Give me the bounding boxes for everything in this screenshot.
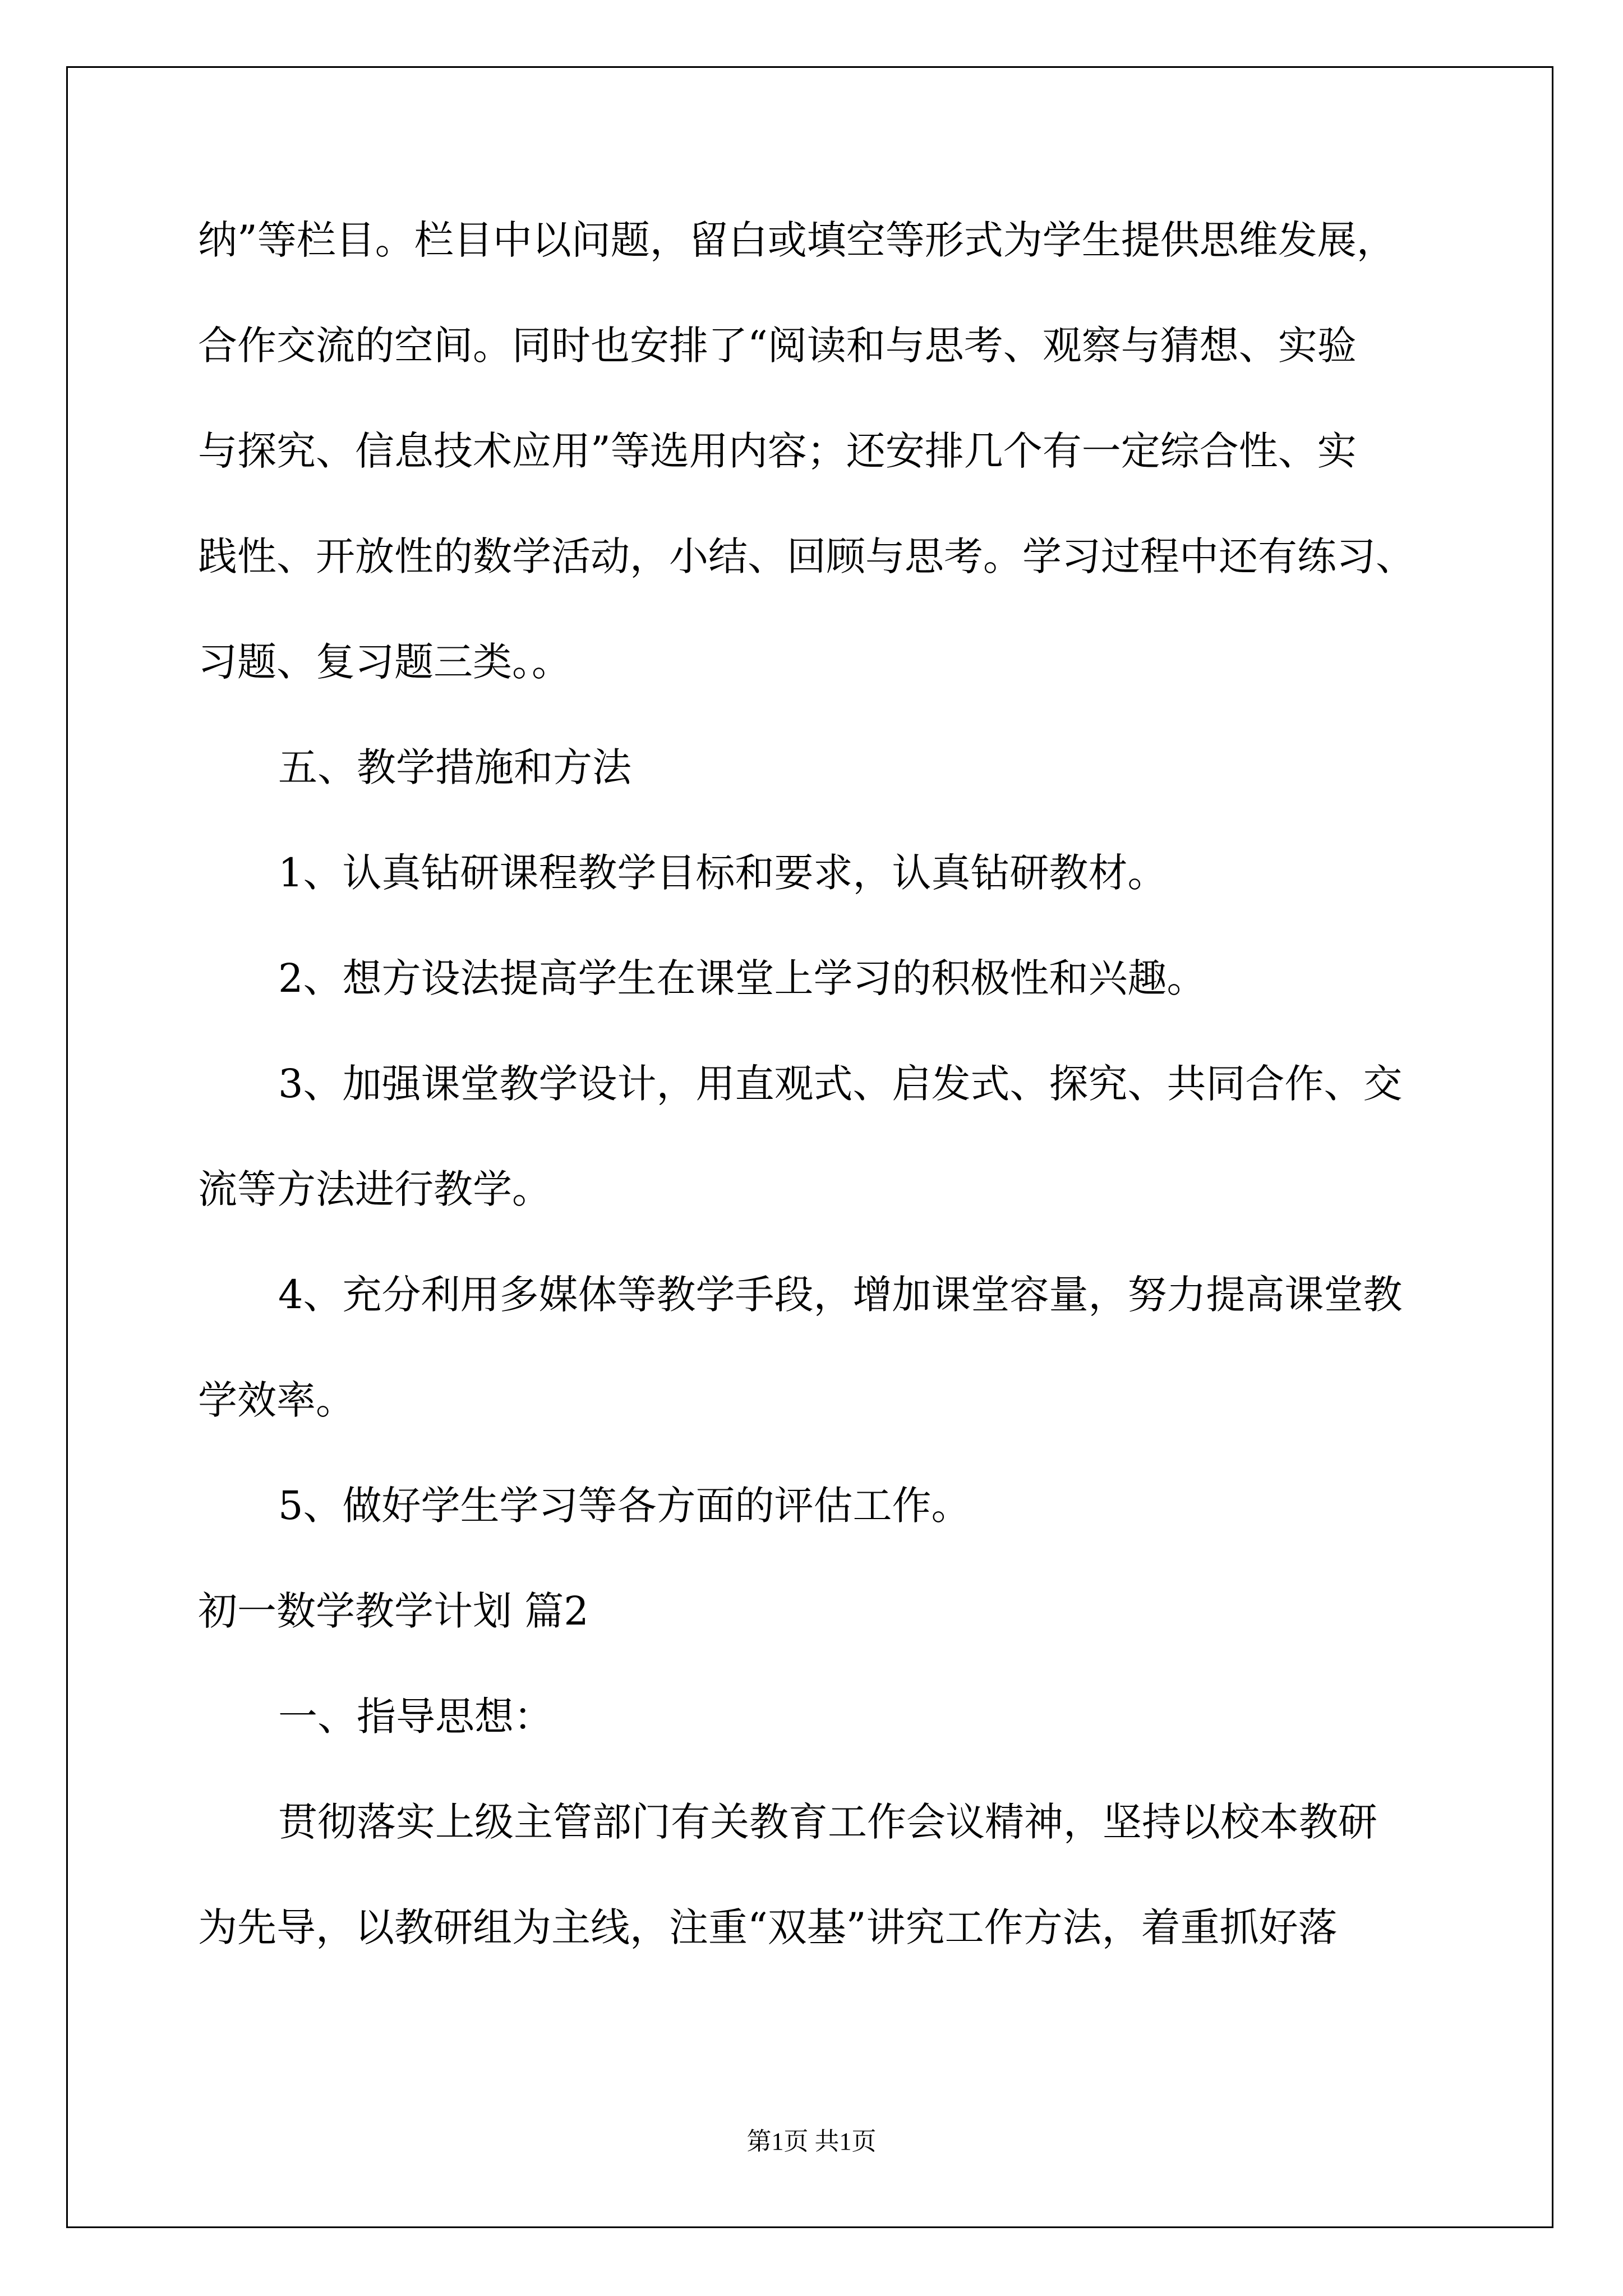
paragraph-line: 与探究、信息技术应用”等选用内容；还安排几个有一定综合性、实	[198, 428, 1357, 474]
paragraph-line: 贯彻落实上级主管部门有关教育工作会议精神，坚持以校本教研	[278, 1799, 1377, 1845]
paragraph-line: 合作交流的空间。同时也安排了“阅读和与思考、观察与猜想、实验	[198, 323, 1357, 369]
paragraph-line: 习题、复习题三类。。	[198, 639, 571, 685]
article-title: 初一数学教学计划 篇2	[198, 1588, 589, 1634]
list-item: 3、加强课堂教学设计，用直观式、启发式、探究、共同合作、交	[278, 1061, 1403, 1107]
paragraph-line: 流等方法进行教学。	[198, 1166, 551, 1212]
paragraph-line: 践性、开放性的数学活动，小结、回顾与思考。学习过程中还有练习、	[198, 533, 1415, 579]
paragraph-line: 学效率。	[198, 1377, 355, 1423]
list-item: 4、充分利用多媒体等教学手段，增加课堂容量，努力提高课堂教	[278, 1272, 1403, 1318]
section-heading: 一、指导思想：	[278, 1694, 553, 1740]
paragraph-line: 纳”等栏目。栏目中以问题，留白或填空等形式为学生提供思维发展，	[198, 217, 1396, 263]
paragraph-line: 为先导，以教研组为主线，注重“双基”讲究工作方法，着重抓好落	[198, 1904, 1338, 1950]
list-item: 2、想方设法提高学生在课堂上学习的积极性和兴趣。	[278, 955, 1206, 1001]
page-footer: 第1页 共1页	[746, 2128, 877, 2155]
section-heading: 五、教学措施和方法	[278, 744, 631, 790]
list-item: 5、做好学生学习等各方面的评估工作。	[278, 1483, 971, 1529]
list-item: 1、认真钻研课程教学目标和要求，认真钻研教材。	[278, 850, 1167, 896]
